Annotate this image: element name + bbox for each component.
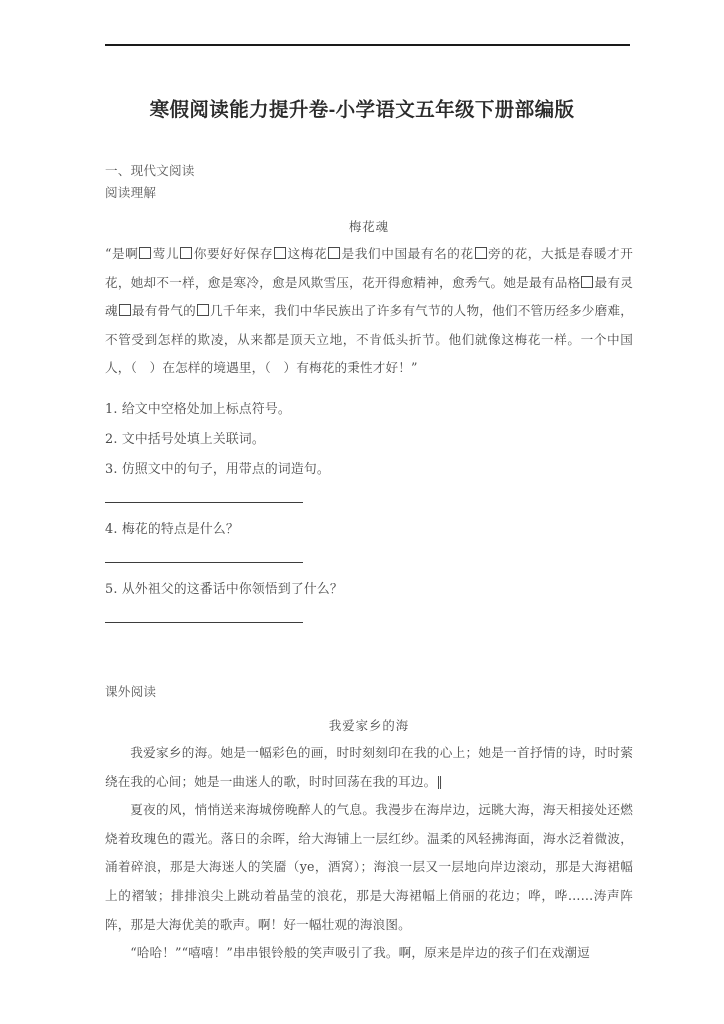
punctuation-blank-box[interactable] (197, 304, 209, 316)
question-list-section-one (105, 395, 633, 635)
passage-paragraph: “哈哈！”“嘻嘻！”串串银铃般的笑声吸引了我。啊，原来是岸边的孩子们在戏潮逗 (130, 945, 590, 961)
punctuation-blank-box[interactable] (581, 276, 593, 288)
header-divider-rule (105, 44, 630, 46)
punctuation-blank-box[interactable] (119, 304, 131, 316)
question-item (105, 425, 633, 455)
spacer (105, 383, 633, 395)
question-number: 5. (105, 581, 118, 597)
question-item (105, 515, 633, 545)
answer-blank-line[interactable] (105, 485, 633, 515)
passage-paragraph: 我爱家乡的海。她是一幅彩色的画，时时刻刻印在我的心上；她是一首抒情的诗，时时萦绕在我的心间；她是一曲迷人的歌，时时回荡在我的耳边。‖ (105, 744, 633, 789)
answer-rule-stroke (105, 611, 303, 623)
answer-blank-line[interactable] (105, 545, 633, 575)
spacer (105, 635, 633, 681)
question-number: 4. (105, 521, 118, 537)
question-number: 3. (105, 461, 118, 477)
passage-title-woaijiaxiangdehai: 我爱家乡的海 (328, 717, 410, 733)
question-item (105, 395, 633, 425)
punctuation-blank-box[interactable] (475, 247, 487, 259)
document-content (105, 160, 633, 968)
passage-title-meihuahun: 梅花魂 (348, 219, 390, 234)
answer-rule-stroke (105, 551, 303, 563)
passage-paragraph: 夏夜的风，悄悄送来海城傍晚醉人的气息。我漫步在海岸边，远眺大海，海天相接处还燃烧着玫瑰色的霞光。落日的余晖，给大海铺上一层红纱。温柔的风轻拂海面，海水泛着微波，涌着碎浪，那是大海迷人的笑靥（ye，酒窝）；海浪一层又一层地向岸边滚动，那是大海裙幅上的褶皱；排排浪尖上跳动着晶莹的浪花，那是大海裙幅上俏丽的花边；哗，哗……涛声阵阵，那是大海优美的歌声。啊！好一幅壮观的海浪图。 (105, 802, 633, 932)
passage-body-meihuahun: “是啊 莺儿 你要好好保存 这梅花 是我们中国最有名的花 旁的花，大抵是春暖才开花，她却不一样，愈是寒冷，愈是风欺雪压，花开得愈精神，愈秀气。她是最有品格 最有灵魂 最有骨气的 几千年来，我们中华民族出了许多有气节的人物，他们不管历经多少磨难，不管受到怎样的欺凌，从来都是顶天立地，不肯低头折节。他们就像这梅花一样。一个中国人，（ ）在怎样的境遇里，（ ）有梅花的秉性才好！” (105, 246, 634, 376)
punctuation-blank-box[interactable] (328, 247, 340, 259)
question-number: 2. (105, 431, 118, 447)
answer-blank-line[interactable] (105, 605, 633, 635)
punctuation-blank-box[interactable] (274, 247, 286, 259)
question-text: 梅花的特点是什么？ (121, 521, 239, 537)
section-one-heading: 一、现代文阅读 (105, 163, 195, 178)
section-two-heading: 课外阅读 (105, 683, 157, 699)
question-number: 1. (105, 401, 118, 417)
punctuation-blank-box[interactable] (180, 247, 192, 259)
question-text: 从外祖父的这番话中你领悟到了什么？ (121, 581, 343, 597)
question-item (105, 575, 633, 605)
page-title: 寒假阅读能力提升卷-小学语文五年级下册部编版 (149, 99, 575, 121)
question-text: 文中括号处填上关联词。 (121, 431, 265, 447)
punctuation-blank-box[interactable] (139, 247, 151, 259)
question-text: 仿照文中的句子，用带点的词造句。 (121, 461, 330, 477)
answer-rule-stroke (105, 491, 303, 503)
question-item (105, 455, 633, 485)
section-one-subheading: 阅读理解 (105, 185, 157, 200)
question-text: 给文中空格处加上标点符号。 (121, 401, 291, 417)
